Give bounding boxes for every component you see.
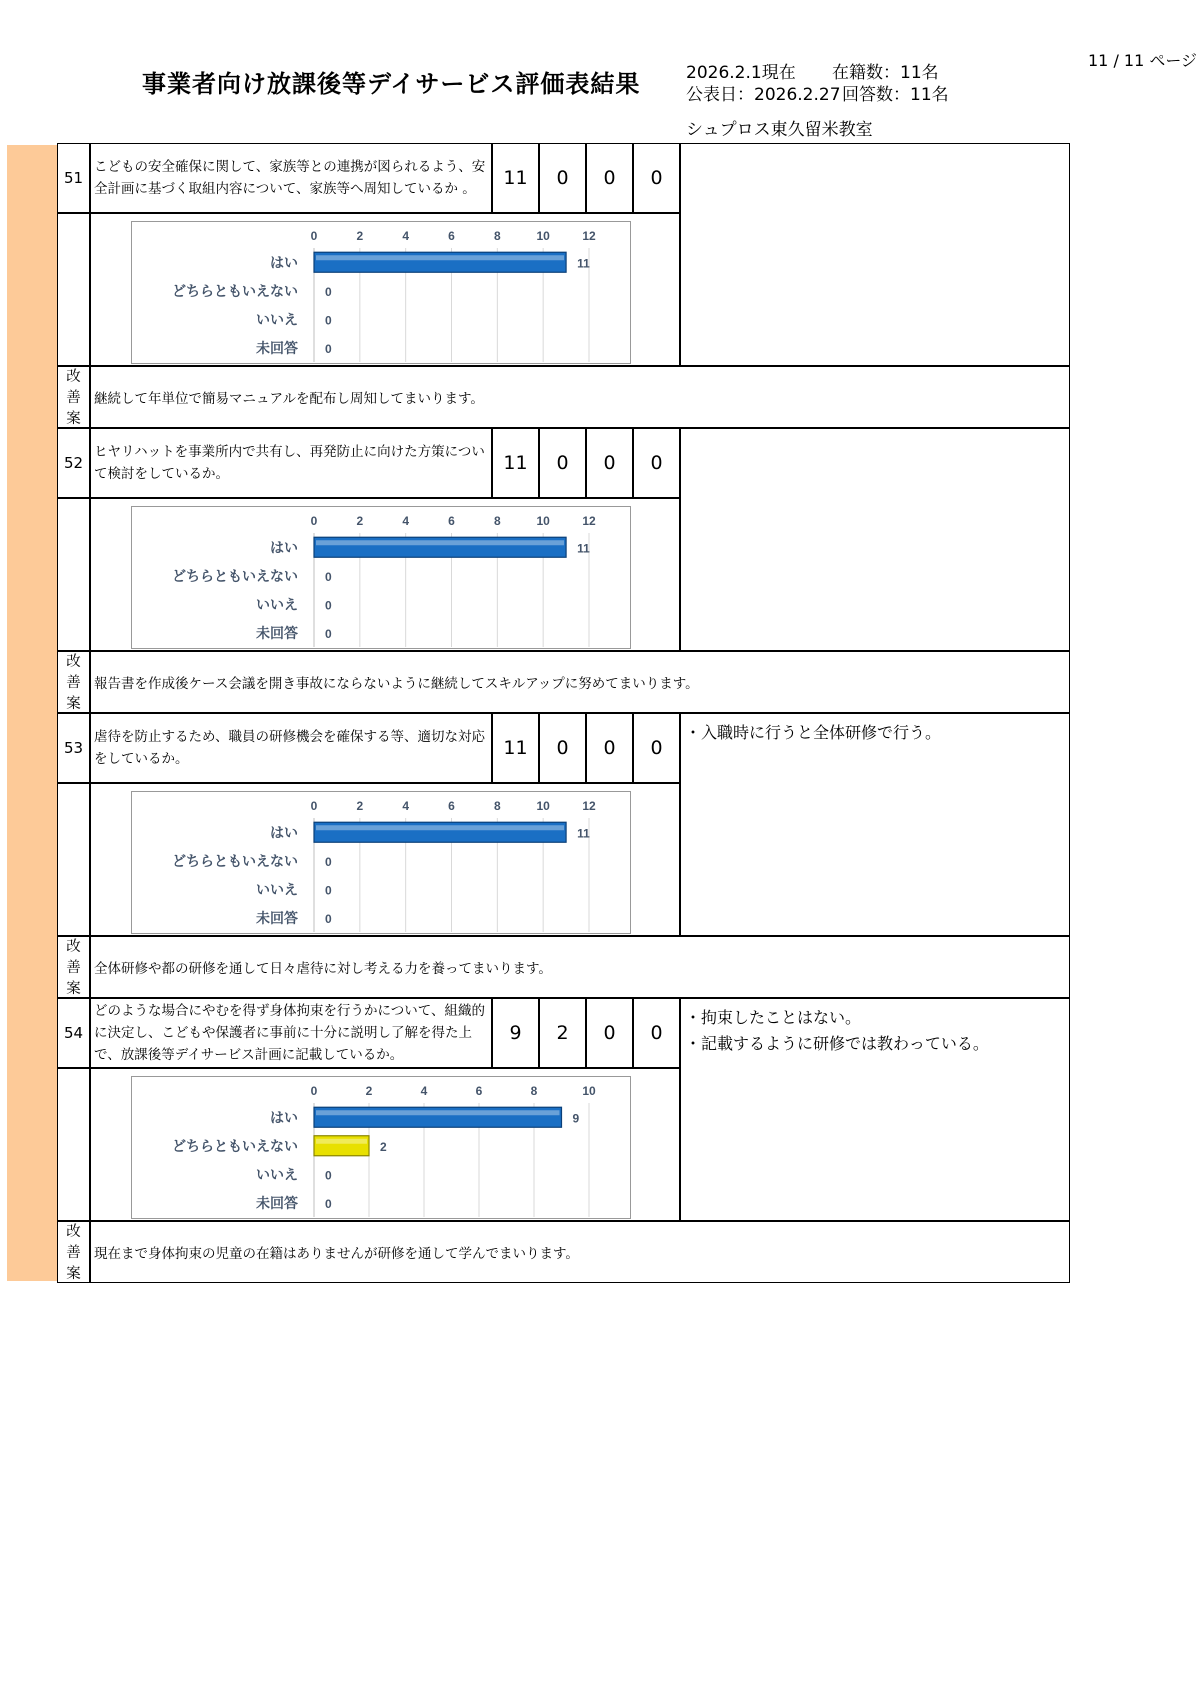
data-label: 11 (577, 541, 590, 556)
question-label: 虐待を防止するため、職員の研修機会を確保する等、適切な対応をしているか。 (94, 729, 485, 767)
enrollment-count: 在籍数：11名 (832, 63, 939, 83)
evaluation-item (57, 428, 1070, 713)
count-yes: 11 (492, 143, 539, 213)
evaluation-table (57, 143, 1070, 1283)
page-number: 11 / 11 ページ (1088, 51, 1198, 70)
improvement-label (57, 936, 90, 998)
improvement-label-char: 善 (66, 390, 81, 406)
data-label: 0 (325, 911, 332, 926)
comment-line: ・入職時に行うと全体研修で行う。 (685, 723, 942, 742)
x-tick-label: 10 (536, 514, 550, 528)
item-number: 53 (57, 713, 90, 783)
category-label: いいえ (256, 312, 298, 329)
question-label: こどもの安全確保に関して、家族等との連携が図られるよう、安全計画に基づく取組内容について、家族等へ周知しているか 。 (94, 159, 486, 197)
data-label: 11 (577, 256, 590, 271)
number-spacer (57, 498, 90, 651)
x-tick-label: 4 (402, 514, 410, 528)
date-label: 2026.2.1現在 (686, 63, 796, 83)
x-tick-label: 6 (448, 514, 455, 528)
comments-cell (680, 713, 1070, 936)
x-tick-label: 0 (310, 514, 318, 528)
side-band (7, 145, 57, 1281)
bar-highlight (316, 255, 564, 260)
publish-date: 公表日：2026.2.27 (686, 85, 841, 105)
category-label: どちらともいえない (172, 853, 298, 870)
data-label: 0 (325, 598, 332, 613)
item-number: 54 (57, 998, 90, 1068)
evaluation-item (57, 998, 1070, 1283)
x-tick-label: 6 (448, 229, 455, 243)
bar-highlight (316, 825, 564, 830)
data-label: 0 (325, 1168, 332, 1183)
category-label: いいえ (256, 1167, 298, 1184)
improvement-label-char: 改 (66, 939, 81, 955)
item-number: 51 (57, 143, 90, 213)
chart-cell (90, 498, 680, 651)
x-tick-label: 2 (356, 514, 364, 528)
x-tick-label: 8 (493, 514, 501, 528)
count-yes: 9 (492, 998, 539, 1068)
count-neutral: 0 (539, 143, 586, 213)
comments-cell (680, 428, 1070, 651)
response-bar-chart (131, 1076, 631, 1219)
improvement-label-char: 善 (66, 960, 81, 976)
x-tick-label: 2 (356, 799, 364, 813)
question-text (90, 713, 492, 783)
number-spacer (57, 213, 90, 366)
count-unanswered: 0 (633, 143, 680, 213)
x-tick-label: 10 (536, 229, 550, 243)
improvement-label-char: 案 (66, 981, 81, 997)
category-label: どちらともいえない (172, 1138, 298, 1155)
category-label: いいえ (256, 882, 298, 899)
category-label: はい (270, 1110, 298, 1127)
data-label: 0 (325, 569, 332, 584)
x-tick-label: 8 (493, 799, 501, 813)
count-unanswered: 0 (633, 998, 680, 1068)
count-yes: 11 (492, 428, 539, 498)
item-number: 52 (57, 428, 90, 498)
x-tick-label: 4 (420, 1084, 428, 1098)
data-label: 0 (325, 284, 332, 299)
number-spacer (57, 1068, 90, 1221)
x-tick-label: 12 (582, 799, 596, 813)
x-tick-label: 8 (530, 1084, 538, 1098)
x-tick-label: 6 (475, 1084, 483, 1098)
count-unanswered: 0 (633, 428, 680, 498)
comments-cell (680, 143, 1070, 366)
comments-cell (680, 998, 1070, 1221)
count-no: 0 (586, 998, 633, 1068)
improvement-label-char: 案 (66, 411, 81, 427)
category-label: 未回答 (256, 1195, 298, 1212)
improvement-label-char: 案 (66, 1266, 81, 1282)
data-label: 0 (325, 854, 332, 869)
question-text (90, 143, 492, 213)
response-bar-chart (131, 506, 631, 649)
category-label: はい (270, 825, 298, 842)
x-tick-label: 2 (356, 229, 364, 243)
improvement-label (57, 366, 90, 428)
count-neutral: 0 (539, 713, 586, 783)
category-label: いいえ (256, 597, 298, 614)
x-tick-label: 10 (582, 1084, 596, 1098)
evaluation-item (57, 143, 1070, 428)
improvement-label-char: 善 (66, 1245, 81, 1261)
x-tick-label: 10 (536, 799, 550, 813)
category-label: どちらともいえない (172, 283, 298, 300)
evaluation-item (57, 713, 1070, 998)
improvement-label (57, 1221, 90, 1283)
improvement-text: 現在まで身体拘束の児童の在籍はありませんが研修を通して学んでまいります。 (90, 1221, 1070, 1283)
x-tick-label: 2 (365, 1084, 373, 1098)
bar-highlight (316, 540, 564, 545)
question-text (90, 428, 492, 498)
category-label: どちらともいえない (172, 568, 298, 585)
improvement-text: 報告書を作成後ケース会議を開き事故にならないように継続してスキルアップに努めてまいります。 (90, 651, 1070, 713)
improvement-label-char: 改 (66, 369, 81, 385)
count-no: 0 (586, 428, 633, 498)
improvement-label-char: 善 (66, 675, 81, 691)
data-label: 0 (325, 883, 332, 898)
comment-line: ・記載するように研修では教わっている。 (685, 1034, 989, 1053)
improvement-label-char: 改 (66, 1224, 81, 1240)
x-tick-label: 12 (582, 514, 596, 528)
response-count: 回答数：11名 (842, 85, 949, 105)
data-label: 0 (325, 341, 332, 356)
category-label: はい (270, 255, 298, 272)
count-yes: 11 (492, 713, 539, 783)
data-label: 11 (577, 826, 590, 841)
category-label: 未回答 (256, 910, 298, 927)
x-tick-label: 4 (402, 229, 410, 243)
question-label: どのような場合にやむを得ず身体拘束を行うかについて、組織的に決定し、こどもや保護者に事前に十分に説明し了解を得た上で、放課後等デイサービス計画に記載しているか。 (94, 1003, 485, 1063)
count-neutral: 0 (539, 428, 586, 498)
x-tick-label: 6 (448, 799, 455, 813)
chart-cell (90, 1068, 680, 1221)
improvement-text: 全体研修や都の研修を通して日々虐待に対し考える力を養ってまいります。 (90, 936, 1070, 998)
number-spacer (57, 783, 90, 936)
data-label: 2 (380, 1139, 387, 1154)
data-label: 0 (325, 1196, 332, 1211)
count-no: 0 (586, 713, 633, 783)
improvement-label-char: 改 (66, 654, 81, 670)
x-tick-label: 0 (310, 1084, 318, 1098)
bar-highlight (316, 1110, 560, 1115)
comment-line: ・拘束したことはない。 (685, 1008, 862, 1027)
x-tick-label: 0 (310, 799, 318, 813)
data-label: 0 (325, 626, 332, 641)
data-label: 9 (572, 1111, 580, 1126)
category-label: 未回答 (256, 625, 298, 642)
question-text (90, 998, 492, 1068)
category-label: 未回答 (256, 340, 298, 357)
count-unanswered: 0 (633, 713, 680, 783)
question-label: ヒヤリハットを事業所内で共有し、再発防止に向けた方策について検討をしているか。 (94, 444, 485, 482)
response-bar-chart (131, 791, 631, 934)
x-tick-label: 4 (402, 799, 410, 813)
improvement-text: 継続して年単位で簡易マニュアルを配布し周知してまいります。 (90, 366, 1070, 428)
category-label: はい (270, 540, 298, 557)
response-bar-chart (131, 221, 631, 364)
x-tick-label: 12 (582, 229, 596, 243)
chart-cell (90, 213, 680, 366)
improvement-label (57, 651, 90, 713)
x-tick-label: 0 (310, 229, 318, 243)
data-label: 0 (325, 313, 332, 328)
improvement-label-char: 案 (66, 696, 81, 712)
count-no: 0 (586, 143, 633, 213)
office-name: シュプロス東久留米教室 (686, 120, 873, 140)
x-tick-label: 8 (493, 229, 501, 243)
page-title: 事業者向け放課後等デイサービス評価表結果 (142, 70, 641, 98)
count-neutral: 2 (539, 998, 586, 1068)
bar-highlight (316, 1139, 367, 1144)
chart-cell (90, 783, 680, 936)
